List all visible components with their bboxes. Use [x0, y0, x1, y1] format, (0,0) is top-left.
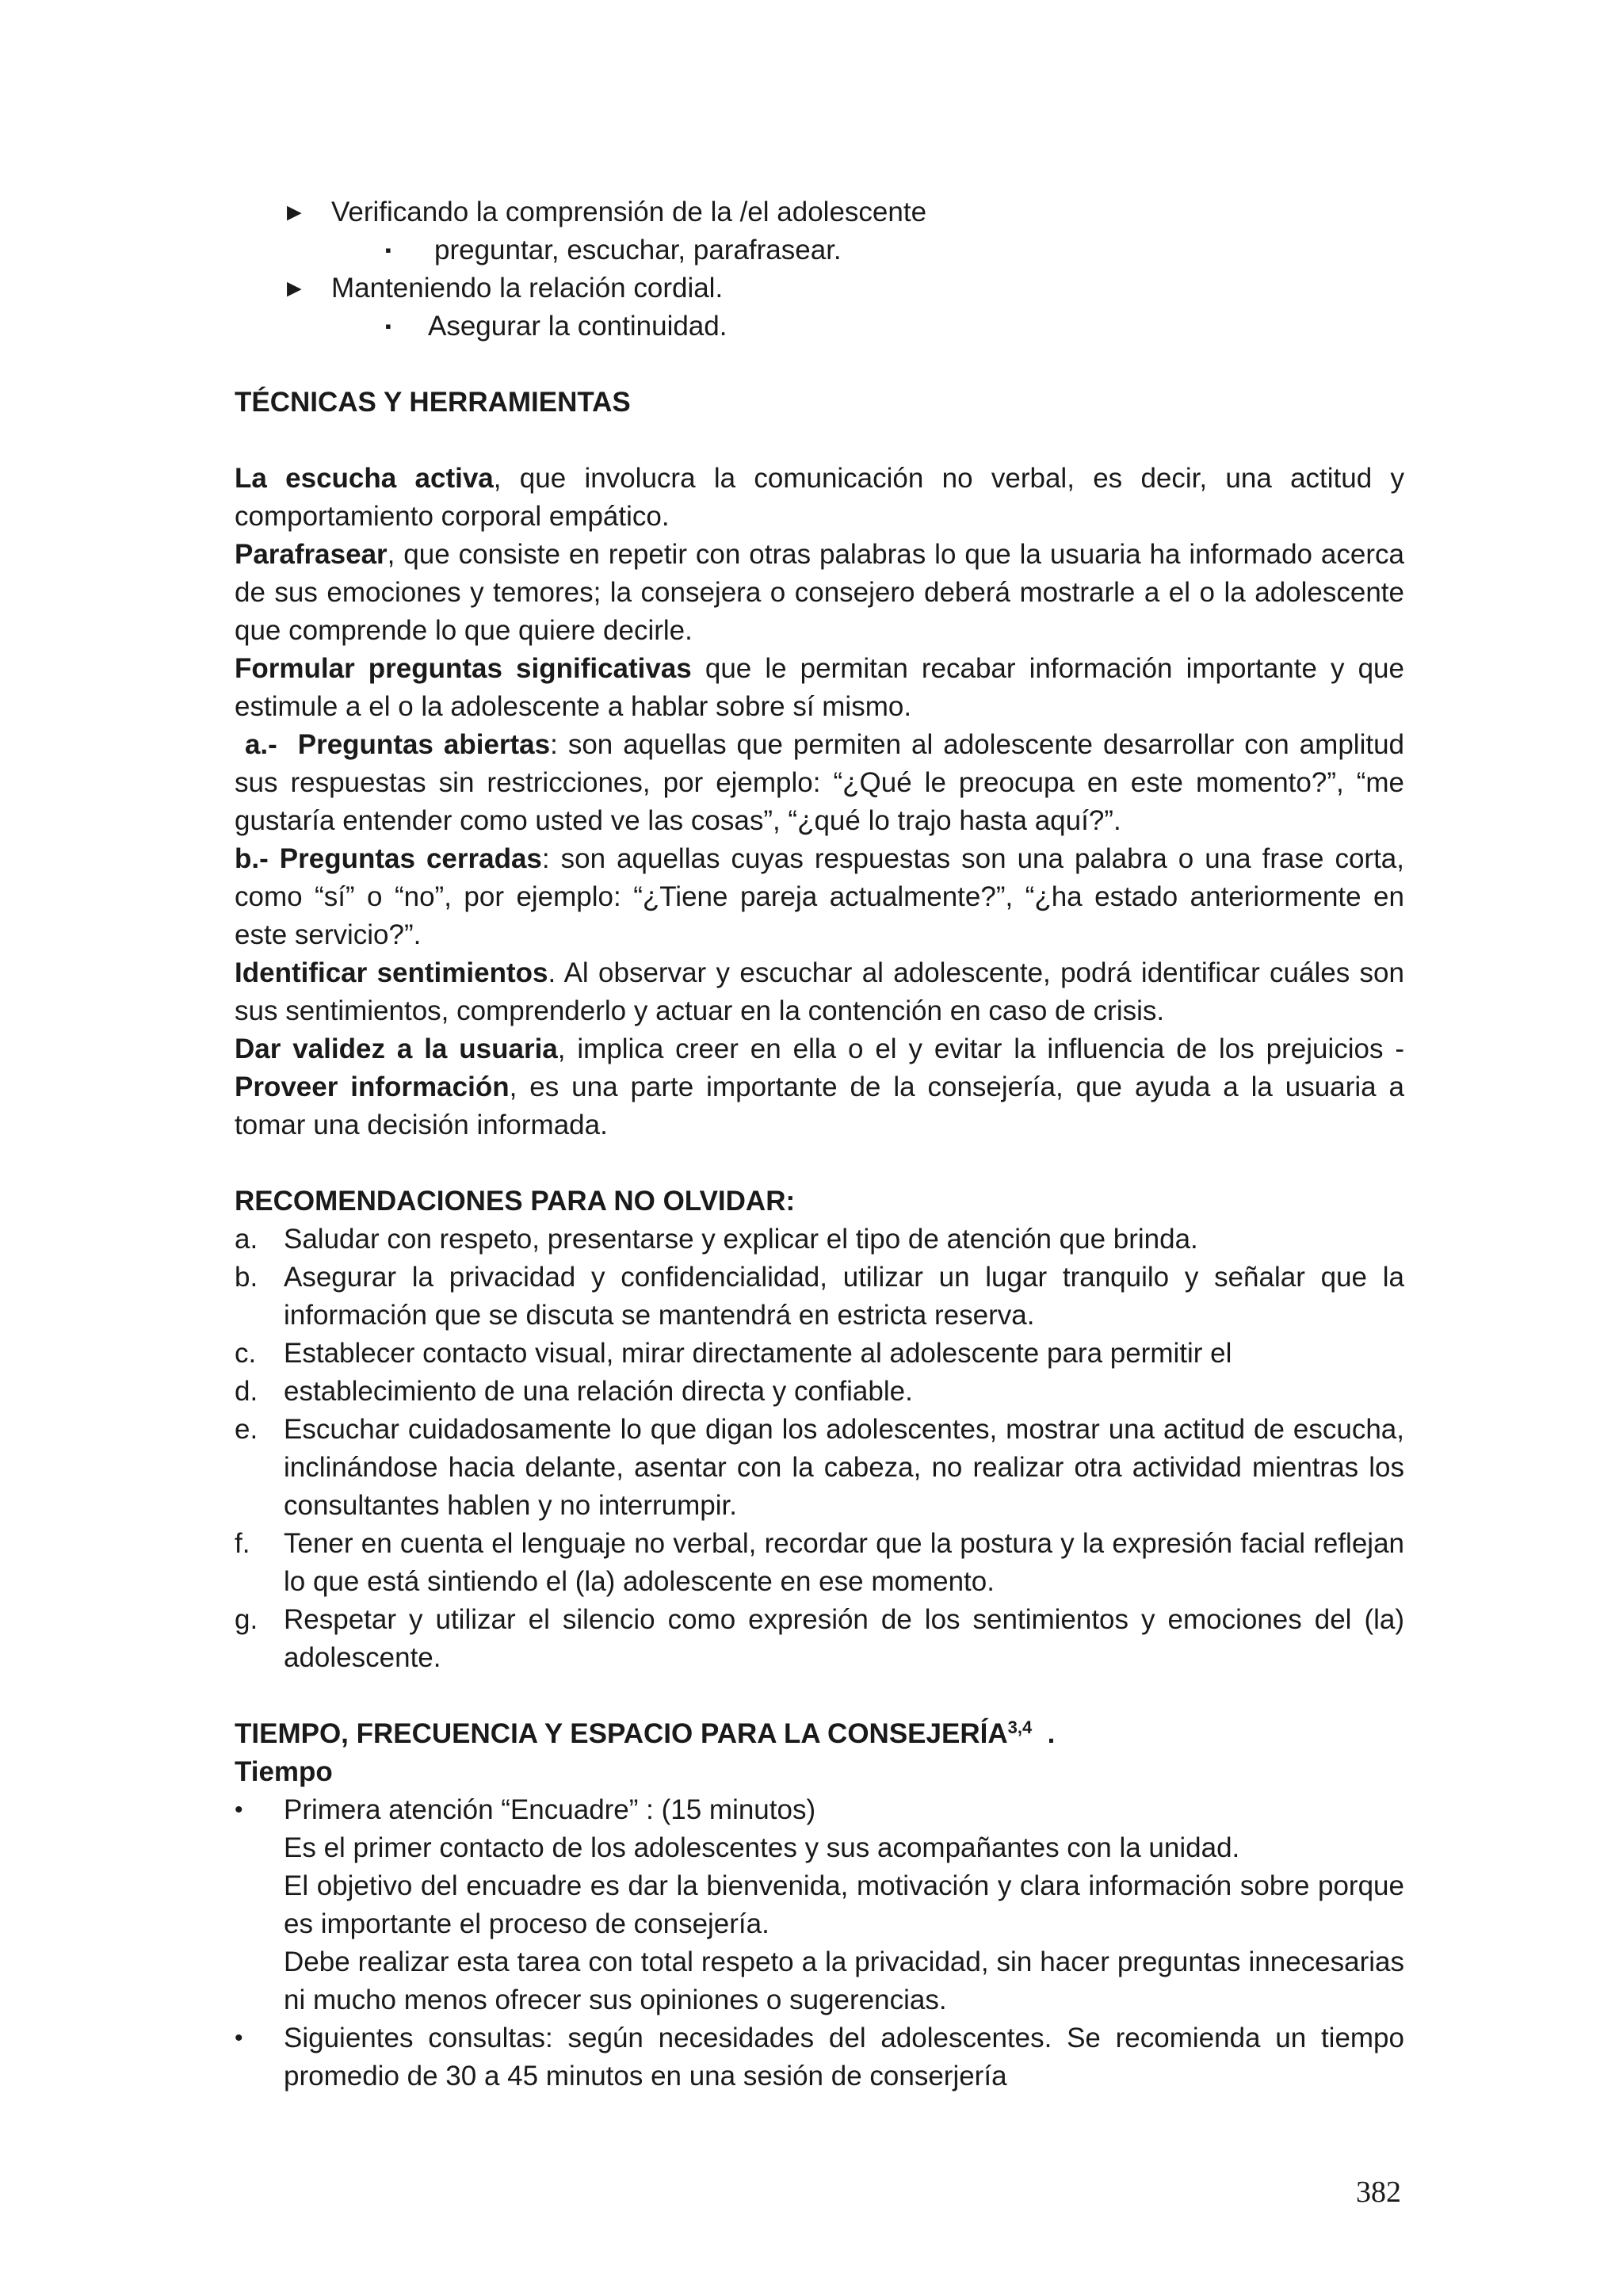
bullet-line: El objetivo del encuadre es dar la bienvenida, motivación y clara información sobre porque es importante el proceso de consejería. [284, 1870, 1404, 1939]
list-item-text: Saludar con respeto, presentarse y explicar el tipo de atención que brinda. [284, 1224, 1198, 1255]
list-marker: g. [235, 1604, 258, 1635]
bullet-line: Siguientes consultas: según necesidades del adolescentes. Se recomienda un tiempo promedio de 30 a 45 minutos en una sesión de conserjería [284, 2023, 1404, 2092]
bullet-dot-icon: • [235, 1797, 243, 1823]
bold-term: Formular preguntas significativas [235, 653, 692, 684]
bold-term: Proveer información [235, 1072, 510, 1102]
list-marker: f. [235, 1528, 250, 1559]
bullet-dot-icon: • [235, 2025, 243, 2051]
list-item-text: Verificando la comprensión de la /el adolescente [331, 197, 927, 227]
paragraph-text: : son aquellas que permiten al adolescente desarrollar con amplitud sus respuestas sin restricciones, por ejemplo: “¿Qué le preocupa en este momento?”, “me gustaría entender como usted ve las cosas”, “¿qué lo trajo hasta aquí?”. [235, 729, 1412, 836]
paragraph-text: . Al observar y escuchar al adolescente, podrá identificar cuáles son sus sentimientos, comprenderlo y actuar en la contención en caso de crisis. [235, 957, 1404, 1026]
bold-term: La escucha activa [235, 463, 494, 494]
list-item-text: Asegurar la privacidad y confidencialidad, utilizar un lugar tranquilo y señalar que la información que se discuta se mantendrá en estricta reserva. [284, 1262, 1404, 1331]
paragraph-preguntas-abiertas [235, 726, 1412, 840]
list-marker: b. [235, 1262, 258, 1293]
section-heading-tecnicas: TÉCNICAS Y HERRAMIENTAS [235, 387, 631, 418]
square-bullet-icon: ▪ [385, 316, 391, 336]
sub-list-item-text: preguntar, escuchar, parafrasear. [434, 235, 842, 266]
paragraph-text: : son aquellas cuyas respuestas son una palabra o una frase corta, como “sí” o “no”, por ejemplo: “¿Tiene pareja actualmente?”, “¿ha estado anteriormente en este servicio?”. [235, 843, 1404, 950]
bullet-line: Primera atención “Encuadre” : (15 minutos) [284, 1794, 816, 1825]
bold-term: Parafrasear [235, 539, 388, 570]
sub-list-item-text: Asegurar la continuidad. [428, 311, 727, 342]
list-item-text: Tener en cuenta el lenguaje no verbal, recordar que la postura y la expresión facial reflejan lo que está sintiendo el (la) adolescente en ese momento. [284, 1528, 1404, 1597]
square-bullet-icon: ▪ [385, 240, 391, 260]
paragraph-proveer-informacion [235, 1068, 1404, 1144]
recommendations-list [235, 1221, 1404, 1677]
page-number: 382 [1356, 2176, 1401, 2209]
heading-text: TIEMPO, FRECUENCIA Y ESPACIO PARA LA CONSEJERÍA [235, 1718, 1008, 1749]
list-item [235, 1411, 1404, 1525]
bold-term: Identificar sentimientos [235, 957, 548, 988]
sub-list-item [235, 231, 1404, 269]
paragraph-text: , que consiste en repetir con otras palabras lo que la usuaria ha informado acerca de sus emociones y temores; la consejera o consejero deberá mostrarle a el o la adolescente que comprende lo que quiere decirle. [235, 539, 1404, 646]
paragraph-dar-validez [235, 1030, 1404, 1068]
list-marker: a. [235, 1224, 258, 1255]
subheading-tiempo: Tiempo [235, 1756, 333, 1787]
section-heading-tiempo-frecuencia [235, 1715, 1404, 1753]
list-item-text: Respetar y utilizar el silencio como expresión de los sentimientos y emociones del (la) adolescente. [284, 1604, 1404, 1673]
list-item-text: Establecer contacto visual, mirar directamente al adolescente para permitir el [284, 1338, 1232, 1369]
list-item-text: Escuchar cuidadosamente lo que digan los adolescentes, mostrar una actitud de escucha, inclinándose hacia delante, asentar con la cabeza, no realizar otra actividad mientras los consultantes hablen y no interrumpir. [284, 1414, 1404, 1521]
sub-list-item [235, 308, 1404, 346]
list-item [235, 1601, 1404, 1677]
heading-tail: . [1032, 1718, 1056, 1749]
paragraph-preguntas-cerradas [235, 840, 1404, 954]
list-marker: d. [235, 1376, 258, 1407]
bold-term: a.- Preguntas abiertas [235, 729, 551, 760]
paragraph-escucha-activa [235, 460, 1404, 536]
bold-term: Dar validez a la usuaria [235, 1033, 558, 1064]
list-item-text: establecimiento de una relación directa y confiable. [284, 1376, 913, 1407]
list-item [235, 1373, 1404, 1411]
paragraph-identificar-sentimientos [235, 954, 1404, 1030]
list-item [235, 1221, 1404, 1259]
page-content [235, 193, 1412, 2095]
bullet-item [235, 1791, 1404, 2019]
paragraph-text: , es una parte importante de la consejería, que ayuda a la usuaria a tomar una decisión informada. [235, 1072, 1404, 1140]
bold-term: b.- Preguntas cerradas [235, 843, 542, 874]
paragraph-parafrasear [235, 536, 1404, 650]
list-item [235, 269, 1404, 308]
list-item [235, 1525, 1404, 1601]
list-marker: e. [235, 1414, 258, 1445]
list-marker: c. [235, 1338, 257, 1369]
arrow-bullet-icon: ► [282, 198, 307, 226]
paragraph-text: , implica creer en ella o el y evitar la influencia de los prejuicios - [557, 1033, 1405, 1064]
bullet-line: Es el primer contacto de los adolescentes y sus acompañantes con la unidad. [284, 1832, 1240, 1863]
paragraph-formular-preguntas [235, 650, 1404, 726]
section-heading-recomendaciones: RECOMENDACIONES PARA NO OLVIDAR: [235, 1186, 796, 1217]
list-item [235, 1259, 1404, 1335]
footnote-reference: 3,4 [1007, 1717, 1033, 1737]
paragraph-text: que le permitan recabar información importante y que estimule a el o la adolescente a hablar sobre sí mismo. [235, 653, 1404, 722]
list-item [235, 1335, 1404, 1373]
bullet-line: Debe realizar esta tarea con total respeto a la privacidad, sin hacer preguntas innecesarias ni mucho menos ofrecer sus opiniones o sugerencias. [284, 1946, 1404, 2015]
arrow-bullet-icon: ► [282, 274, 307, 302]
paragraph-text: , que involucra la comunicación no verbal, es decir, una actitud y comportamiento corporal empático. [235, 463, 1405, 532]
bullet-item [235, 2019, 1404, 2095]
list-item [235, 193, 1404, 231]
list-item-text: Manteniendo la relación cordial. [331, 273, 724, 304]
